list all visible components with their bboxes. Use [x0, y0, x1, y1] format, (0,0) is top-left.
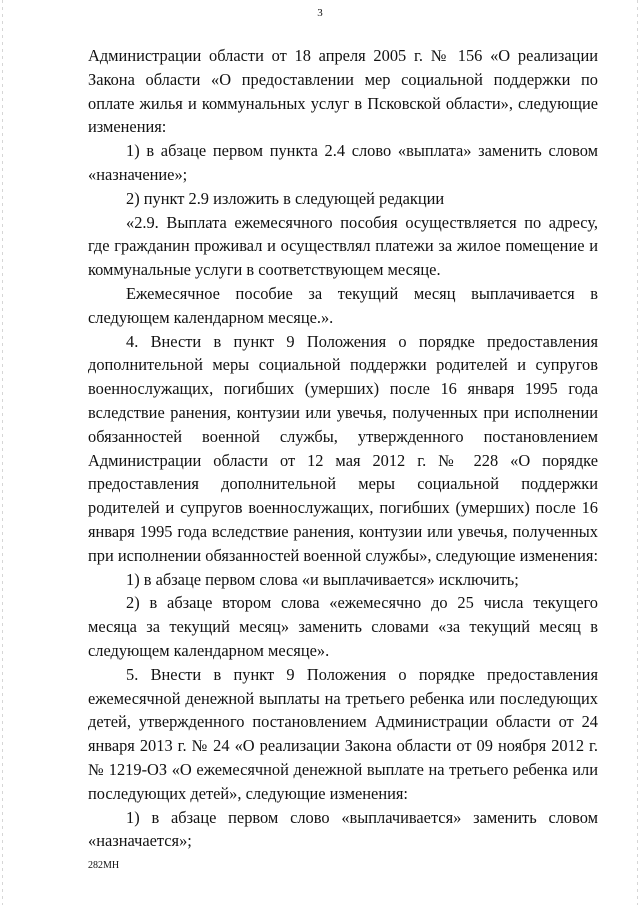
paragraph-2: 1) в абзаце первом пункта 2.4 слово «выплата» заменить словом «назначение»;: [88, 141, 598, 184]
scan-edge-left: [2, 0, 3, 905]
paragraph-10: 1) в абзаце первом слово «выплачивается» заменить словом «назначается»;: [88, 807, 598, 851]
page-number: 3: [317, 7, 323, 19]
paragraph-5: Ежемесячное пособие за текущий месяц выплачивается в следующем календарном месяце.».: [88, 283, 598, 327]
paragraph-6: 4. Внести в пункт 9 Положения о порядке предоставления дополнительной меры социальной поддержки родителей и супругов военнослужащих, погибших (умерших) после 16 января 1995 года вследствие ранения, контузии или увечья, полученных при исполнении обязанностей военной службы, утвержденного постановлением Администрации области от 12 мая 2012 г. № 228 «О порядке предоставления дополнительной меры социальной поддержки родителей и супругов военнослужащих, погибших (умерших) после 16 января 1995 года вследствие ранения, контузии или увечья, полученных при исполнении обязанностей военной службы», следующие изменения:: [88, 331, 599, 565]
document-body: [88, 44, 598, 853]
paragraph-9: 5. Внести в пункт 9 Положения о порядке предоставления ежемесячной денежной выплаты на третьего ребенка или последующих детей, утвержденного постановлением Администрации области от 24 января 2013 г. № 24 «О реализации Закона области от 09 ноября 2012 г. № 1219-ОЗ «О ежемесячной денежной выплате на третьего ребенка или последующих детей», следующие изменения:: [88, 664, 598, 803]
paragraph-8: 2) в абзаце втором слова «ежемесячно до 25 числа текущего месяца за текущий месяц» заменить словами «за текущий месяц в следующем календарном месяце».: [88, 593, 598, 660]
document-code: 282МН: [88, 860, 120, 871]
paragraph-1: Администрации области от 18 апреля 2005 г. № 156 «О реализации Закона области «О предоставлении мер социальной поддержки по оплате жилья и коммунальных услуг в Псковской области», следующие изменения:: [88, 46, 598, 137]
paragraph-3: 2) пункт 2.9 изложить в следующей редакции: [126, 188, 445, 208]
paragraph-7: 1) в абзаце первом слова «и выплачивается» исключить;: [126, 569, 519, 589]
scan-edge-right: [637, 0, 638, 905]
paragraph-4: «2.9. Выплата ежемесячного пособия осуществляется по адресу, где гражданин проживал и осуществлял платежи за жилое помещение и коммунальные услуги в соответствующем месяце.: [88, 212, 598, 280]
